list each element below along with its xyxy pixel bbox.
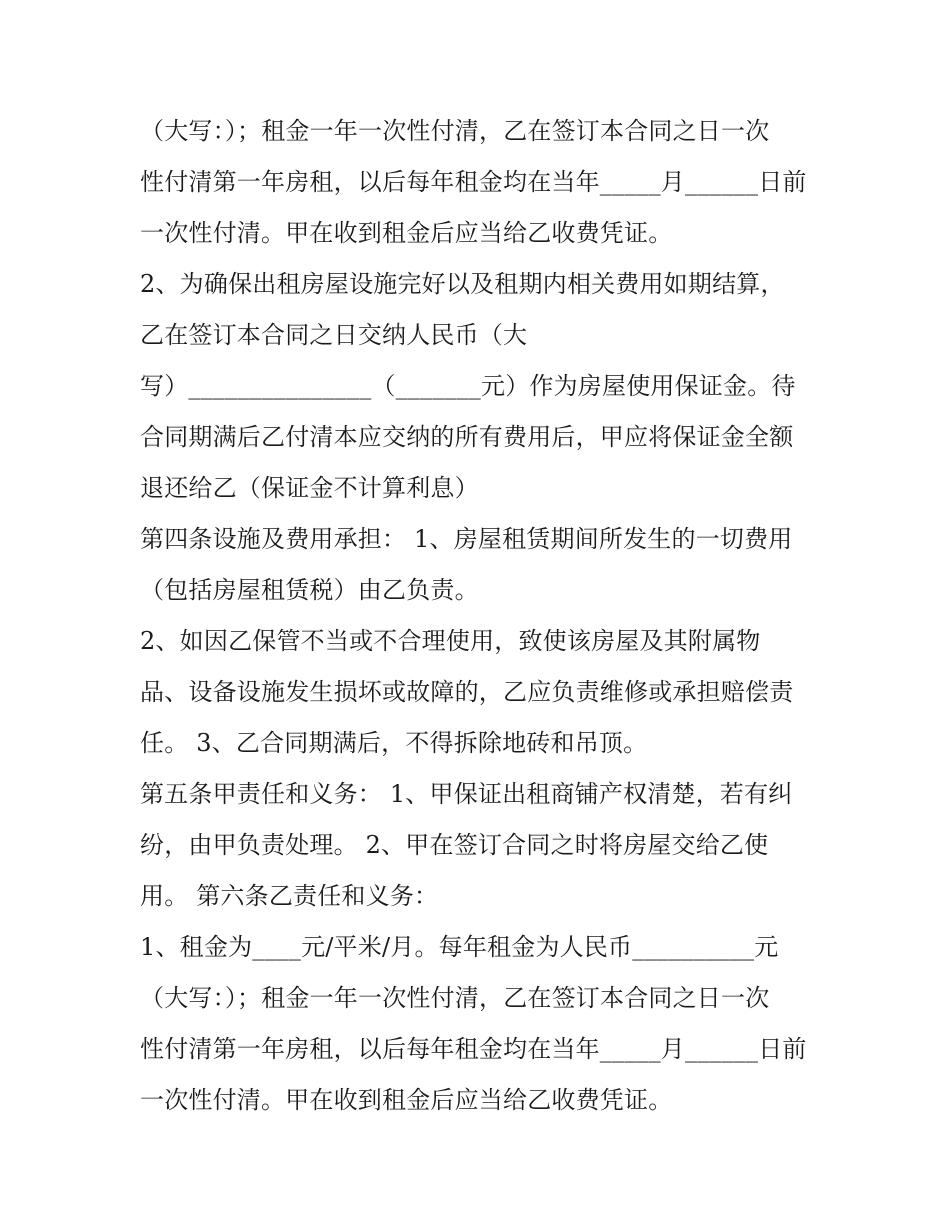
text-line: 2、如因乙保管不当或不合理使用，致使该房屋及其附属物 — [140, 627, 761, 655]
text-line: 性付清第一年房租，以后每年租金均在当年_____月______日前 — [140, 168, 807, 196]
text-line: 乙在签订本合同之日交纳人民币（大 — [140, 321, 528, 349]
text-line: 一次性付清。甲在收到租金后应当给乙收费凭证。 — [140, 1086, 673, 1114]
text-line: 1、租金为____元/平米/月。每年租金为人民币__________元 — [140, 933, 779, 961]
text-line: 一次性付清。甲在收到租金后应当给乙收费凭证。 — [140, 219, 673, 247]
document-page — [140, 106, 820, 1126]
text-line: 纷，由甲负责处理。 2、甲在签订合同之时将房屋交给乙使 — [140, 831, 769, 859]
text-line: 退还给乙（保证金不计算利息） — [140, 474, 479, 502]
text-line: 写）_______________（_______元）作为房屋使用保证金。待 — [140, 372, 796, 400]
section-heading-line: 第五条甲责任和义务： 1、甲保证出租商铺产权清楚，若有纠 — [140, 780, 793, 808]
text-line: 品、设备设施发生损坏或故障的，乙应负责维修或承担赔偿责 — [140, 678, 794, 706]
text-line: （包括房屋租赁税）由乙负责。 — [140, 576, 479, 604]
text-line: 用。 第六条乙责任和义务： — [140, 882, 439, 910]
text-line: 性付清第一年房租，以后每年租金均在当年_____月______日前 — [140, 1035, 807, 1063]
text-line: 2、为确保出租房屋设施完好以及租期内相关费用如期结算， — [140, 270, 785, 298]
text-line: （大写：）；租金一年一次性付清，乙在签订本合同之日一次 — [140, 117, 770, 145]
text-line: （大写：）；租金一年一次性付清，乙在签订本合同之日一次 — [140, 984, 770, 1012]
section-heading-line: 第四条设施及费用承担： 1、房屋租赁期间所发生的一切费用 — [140, 525, 793, 553]
text-line: 任。 3、乙合同期满后，不得拆除地砖和吊顶。 — [140, 729, 648, 757]
text-line: 合同期满后乙付清本应交纳的所有费用后，甲应将保证金全额 — [140, 423, 794, 451]
